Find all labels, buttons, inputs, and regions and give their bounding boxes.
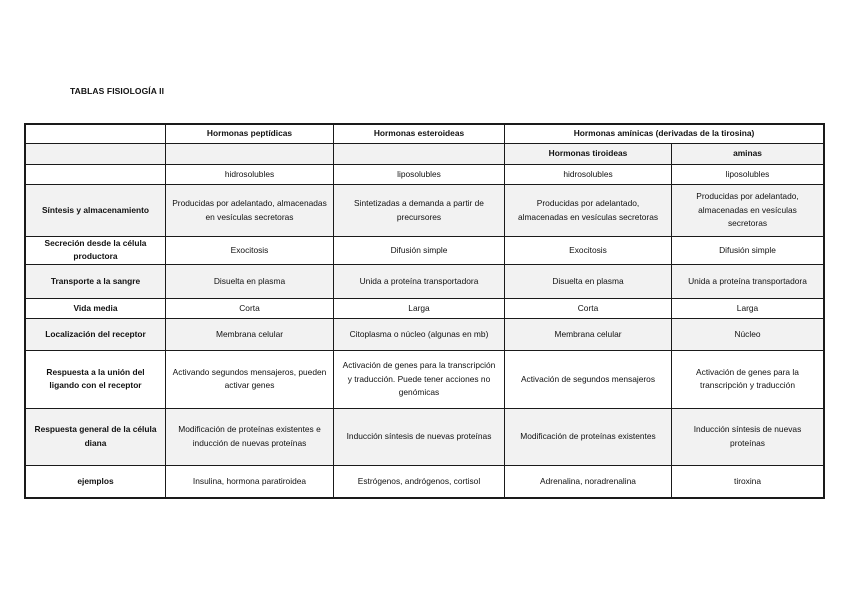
table-cell: Inducción síntesis de nuevas proteínas — [334, 408, 505, 465]
solubility-cell: hidrosolubles — [505, 165, 672, 185]
table-cell: Insulina, hormona paratiroidea — [166, 465, 334, 497]
subheader-empty-cell — [166, 144, 334, 165]
table-cell: Sintetizadas a demanda a partir de precursores — [334, 185, 505, 237]
header-peptidicas: Hormonas peptídicas — [166, 125, 334, 144]
header-row — [26, 125, 824, 144]
table-cell: Activación de genes para la transcripción y traducción — [672, 350, 824, 408]
table-cell: Larga — [672, 298, 824, 318]
row-label: Secreción desde la célula productora — [26, 237, 166, 265]
table-row — [26, 298, 824, 318]
row-label: Respuesta a la unión del ligando con el receptor — [26, 350, 166, 408]
header-esteroideas: Hormonas esteroideas — [334, 125, 505, 144]
table-cell: Adrenalina, noradrenalina — [505, 465, 672, 497]
table-cell: Producidas por adelantado, almacenadas en vesículas secretoras — [166, 185, 334, 237]
table-row — [26, 185, 824, 237]
solubility-cell: hidrosolubles — [166, 165, 334, 185]
table-cell: Activación de genes para la transcripción y traducción. Puede tener acciones no genómicas — [334, 350, 505, 408]
table-cell: Membrana celular — [166, 318, 334, 350]
table-cell: Difusión simple — [672, 237, 824, 265]
row-label: Vida media — [26, 298, 166, 318]
table-cell: Unida a proteína transportadora — [672, 264, 824, 298]
table-cell: Exocitosis — [166, 237, 334, 265]
solubility-cell: liposolubles — [334, 165, 505, 185]
table-cell: Producidas por adelantado, almacenadas en vesículas secretoras — [505, 185, 672, 237]
row-label: Respuesta general de la célula diana — [26, 408, 166, 465]
solubility-row — [26, 165, 824, 185]
header-aminicas: Hormonas amínicas (derivadas de la tirosina) — [505, 125, 824, 144]
table-row — [26, 408, 824, 465]
table-row — [26, 465, 824, 497]
document-title: TABLAS FISIOLOGÍA II — [70, 86, 165, 96]
subheader-tiroideas: Hormonas tiroideas — [505, 144, 672, 165]
subheader-aminas: aminas — [672, 144, 824, 165]
hormone-comparison-table — [25, 124, 824, 498]
table-cell: Disuelta en plasma — [166, 264, 334, 298]
table-cell: Difusión simple — [334, 237, 505, 265]
solubility-cell: liposolubles — [672, 165, 824, 185]
table-cell: Exocitosis — [505, 237, 672, 265]
header-corner-cell — [26, 125, 166, 144]
table-cell: Corta — [505, 298, 672, 318]
solubility-empty-cell — [26, 165, 166, 185]
subheader-row — [26, 144, 824, 165]
table-cell: Núcleo — [672, 318, 824, 350]
table-row — [26, 237, 824, 265]
table-cell: Inducción síntesis de nuevas proteínas — [672, 408, 824, 465]
subheader-empty-cell — [334, 144, 505, 165]
row-label: Transporte a la sangre — [26, 264, 166, 298]
table-cell: Larga — [334, 298, 505, 318]
row-label: ejemplos — [26, 465, 166, 497]
table-row — [26, 264, 824, 298]
table-cell: Unida a proteína transportadora — [334, 264, 505, 298]
table-cell: Disuelta en plasma — [505, 264, 672, 298]
row-label: Síntesis y almacenamiento — [26, 185, 166, 237]
table-row — [26, 350, 824, 408]
table-cell: Corta — [166, 298, 334, 318]
table-cell: Membrana celular — [505, 318, 672, 350]
table-cell: Activando segundos mensajeros, pueden activar genes — [166, 350, 334, 408]
row-label: Localización del receptor — [26, 318, 166, 350]
table-cell: Modificación de proteínas existentes e inducción de nuevas proteínas — [166, 408, 334, 465]
table-cell: Modificación de proteínas existentes — [505, 408, 672, 465]
table-cell: Citoplasma o núcleo (algunas en mb) — [334, 318, 505, 350]
subheader-empty-cell — [26, 144, 166, 165]
table-cell: Estrógenos, andrógenos, cortisol — [334, 465, 505, 497]
table-cell: tiroxina — [672, 465, 824, 497]
table-row — [26, 318, 824, 350]
table-cell: Producidas por adelantado, almacenadas en vesículas secretoras — [672, 185, 824, 237]
table-cell: Activación de segundos mensajeros — [505, 350, 672, 408]
